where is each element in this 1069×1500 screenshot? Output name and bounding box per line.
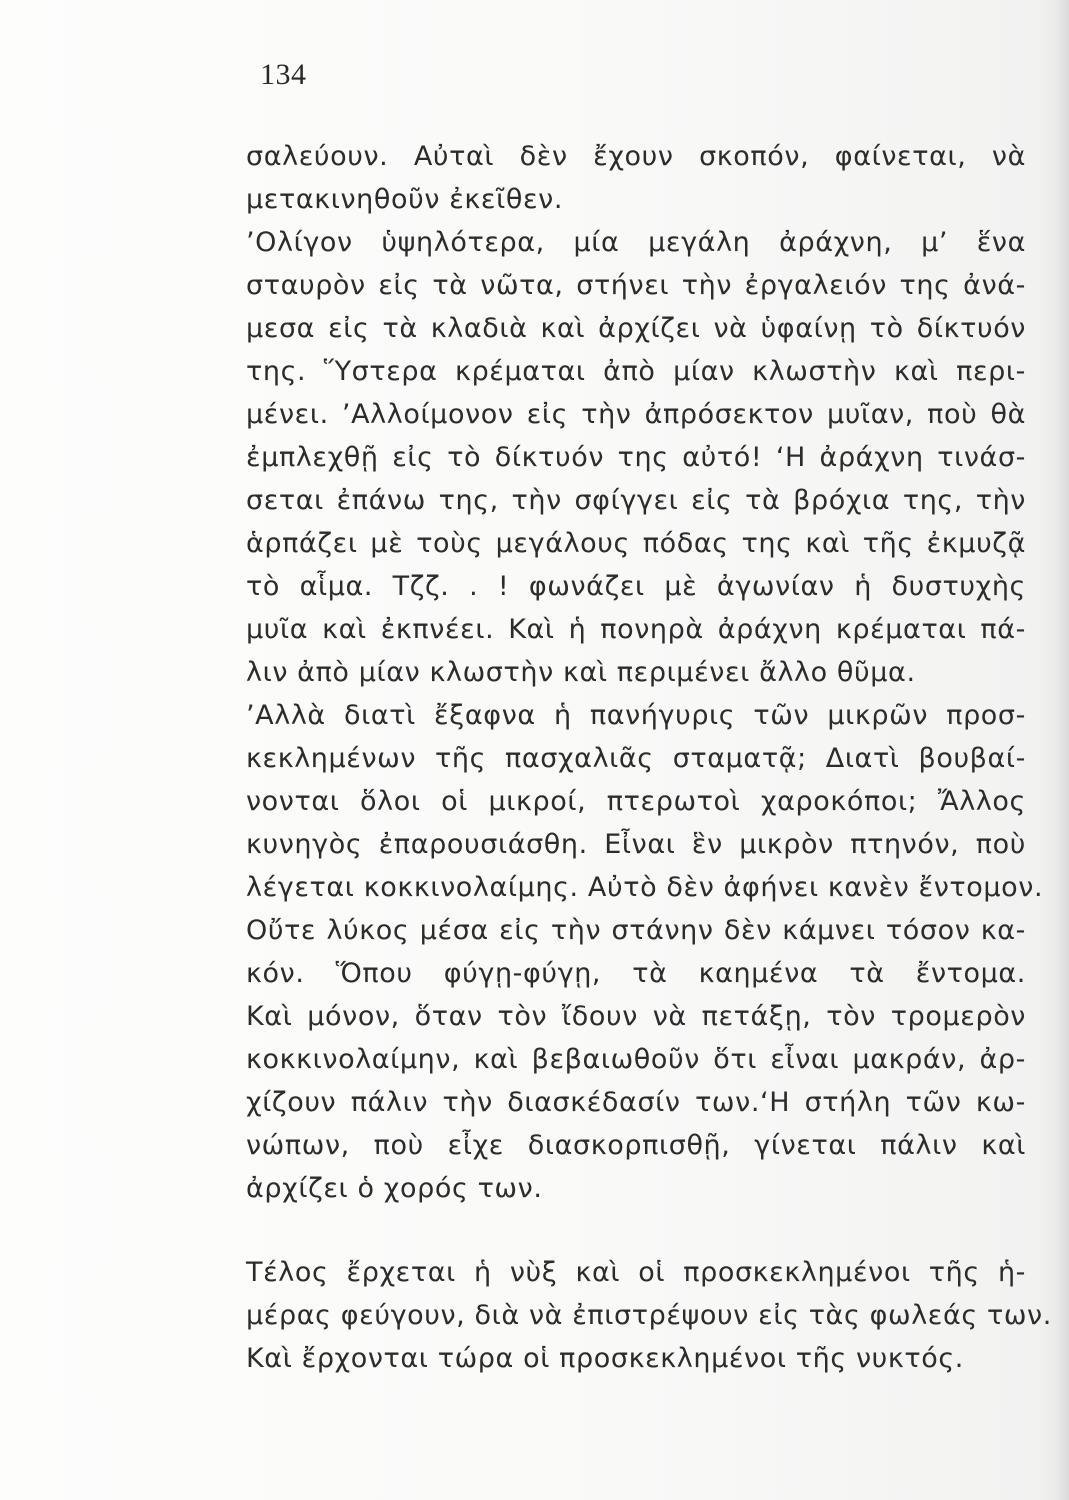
text-line: μετακινηθοῦν ἐκεῖθεν.: [246, 184, 564, 215]
paragraph-4: [246, 1251, 1052, 1380]
body-text: [246, 135, 1052, 1380]
text-line: κοκκινολαίμην, καὶ βεβαιωθοῦν ὅτι εἶναι μακράν, ἀρ-: [246, 1044, 1026, 1075]
text-line: Καὶ ἔρχονται τώρα οἱ προσκεκλημένοι τῆς νυκτός.: [246, 1343, 964, 1374]
text-line: της. Ὕστερα κρέμαται ἀπὸ μίαν κλωστὴν καὶ περι-: [246, 356, 1026, 387]
text-line: Καὶ μόνον, ὅταν τὸν ἴδουν νὰ πετάξῃ, τὸν τρομερὸν: [246, 1001, 1026, 1032]
text-line: νώπων, ποὺ εἶχε διασκορπισθῇ, γίνεται πάλιν καὶ: [246, 1130, 1026, 1161]
page-edge-shadow: [1055, 0, 1069, 1500]
text-line: σταυρὸν εἰς τὰ νῶτα, στήνει τὴν ἐργαλειόν της ἀνά-: [246, 270, 1026, 301]
paragraph-1: [246, 135, 1026, 221]
text-line: Οὔτε λύκος μέσα εἰς τὴν στάνην δὲν κάμνει τόσον κα-: [246, 915, 1026, 946]
text-line: κυνηγὸς ἐπαρουσιάσθη. Εἶναι ἓν μικρὸν πτηνόν, ποὺ: [246, 829, 1026, 860]
text-line: σαλεύουν. Αὐταὶ δὲν ἔχουν σκοπόν, φαίνεται, νὰ: [246, 141, 1026, 172]
text-line: λέγεται κοκκινολαίμης. Αὐτὸ δὲν ἀφήνει κανὲν ἔντομον.: [246, 872, 1044, 903]
paragraph-3: [246, 694, 1044, 1210]
text-line: τὸ αἷμα. Τζζ. . ! φωνάζει μὲ ἀγωνίαν ἡ δυστυχὴς: [246, 571, 1026, 602]
paragraph-2: [246, 221, 1026, 694]
text-line: μέρας φεύγουν, διὰ νὰ ἐπιστρέψουν εἰς τὰς φωλεάς των.: [246, 1300, 1052, 1331]
text-line: Τέλος ἔρχεται ἡ νὺξ καὶ οἱ προσκεκλημένοι τῆς ἡ-: [246, 1257, 1026, 1288]
text-line: ἀρχίζει ὁ χορός των.: [246, 1173, 543, 1204]
text-line: ’Αλλὰ διατὶ ἔξαφνα ἡ πανήγυρις τῶν μικρῶν προσ-: [246, 700, 1026, 731]
text-line: κεκλημένων τῆς πασχαλιᾶς σταματᾷ; Διατὶ βουβαί-: [246, 743, 1026, 774]
text-line: μεσα εἰς τὰ κλαδιὰ καὶ ἀρχίζει νὰ ὑφαίνῃ τὸ δίκτυόν: [246, 313, 1026, 344]
text-line: ἐμπλεχθῇ εἰς τὸ δίκτυόν της αὐτό! ‘Η ἀράχνη τινάσ-: [246, 442, 1026, 473]
text-line: σεται ἐπάνω της, τὴν σφίγγει εἰς τὰ βρόχια της, τὴν: [246, 485, 1026, 516]
paragraph-spacer: [246, 1210, 1026, 1251]
text-line: λιν ἀπὸ μίαν κλωστὴν καὶ περιμένει ἄλλο θῦμα.: [246, 657, 916, 688]
text-line: ἁρπάζει μὲ τοὺς μεγάλους πόδας της καὶ τῆς ἐκμυζᾷ: [246, 528, 1026, 559]
text-line: κόν. Ὅπου φύγῃ-φύγῃ, τὰ καημένα τὰ ἔντομα.: [246, 958, 1026, 989]
text-line: μυῖα καὶ ἐκπνέει. Καὶ ἡ πονηρὰ ἀράχνη κρέμαται πά-: [246, 614, 1026, 645]
text-line: νονται ὅλοι οἱ μικροί, πτερωτοὶ χαροκόποι; Ἄλλος: [246, 786, 1026, 817]
text-line: χίζουν πάλιν τὴν διασκέδασίν των.‘Η στήλη τῶν κω-: [246, 1087, 1026, 1118]
text-line: ’Ολίγον ὑψηλότερα, μία μεγάλη ἀράχνη, μ’ ἕνα: [246, 227, 1026, 258]
page-number: 134: [260, 58, 307, 91]
text-line: μένει. ’Αλλοίμονον εἰς τὴν ἀπρόσεκτον μυῖαν, ποὺ θὰ: [246, 399, 1026, 430]
